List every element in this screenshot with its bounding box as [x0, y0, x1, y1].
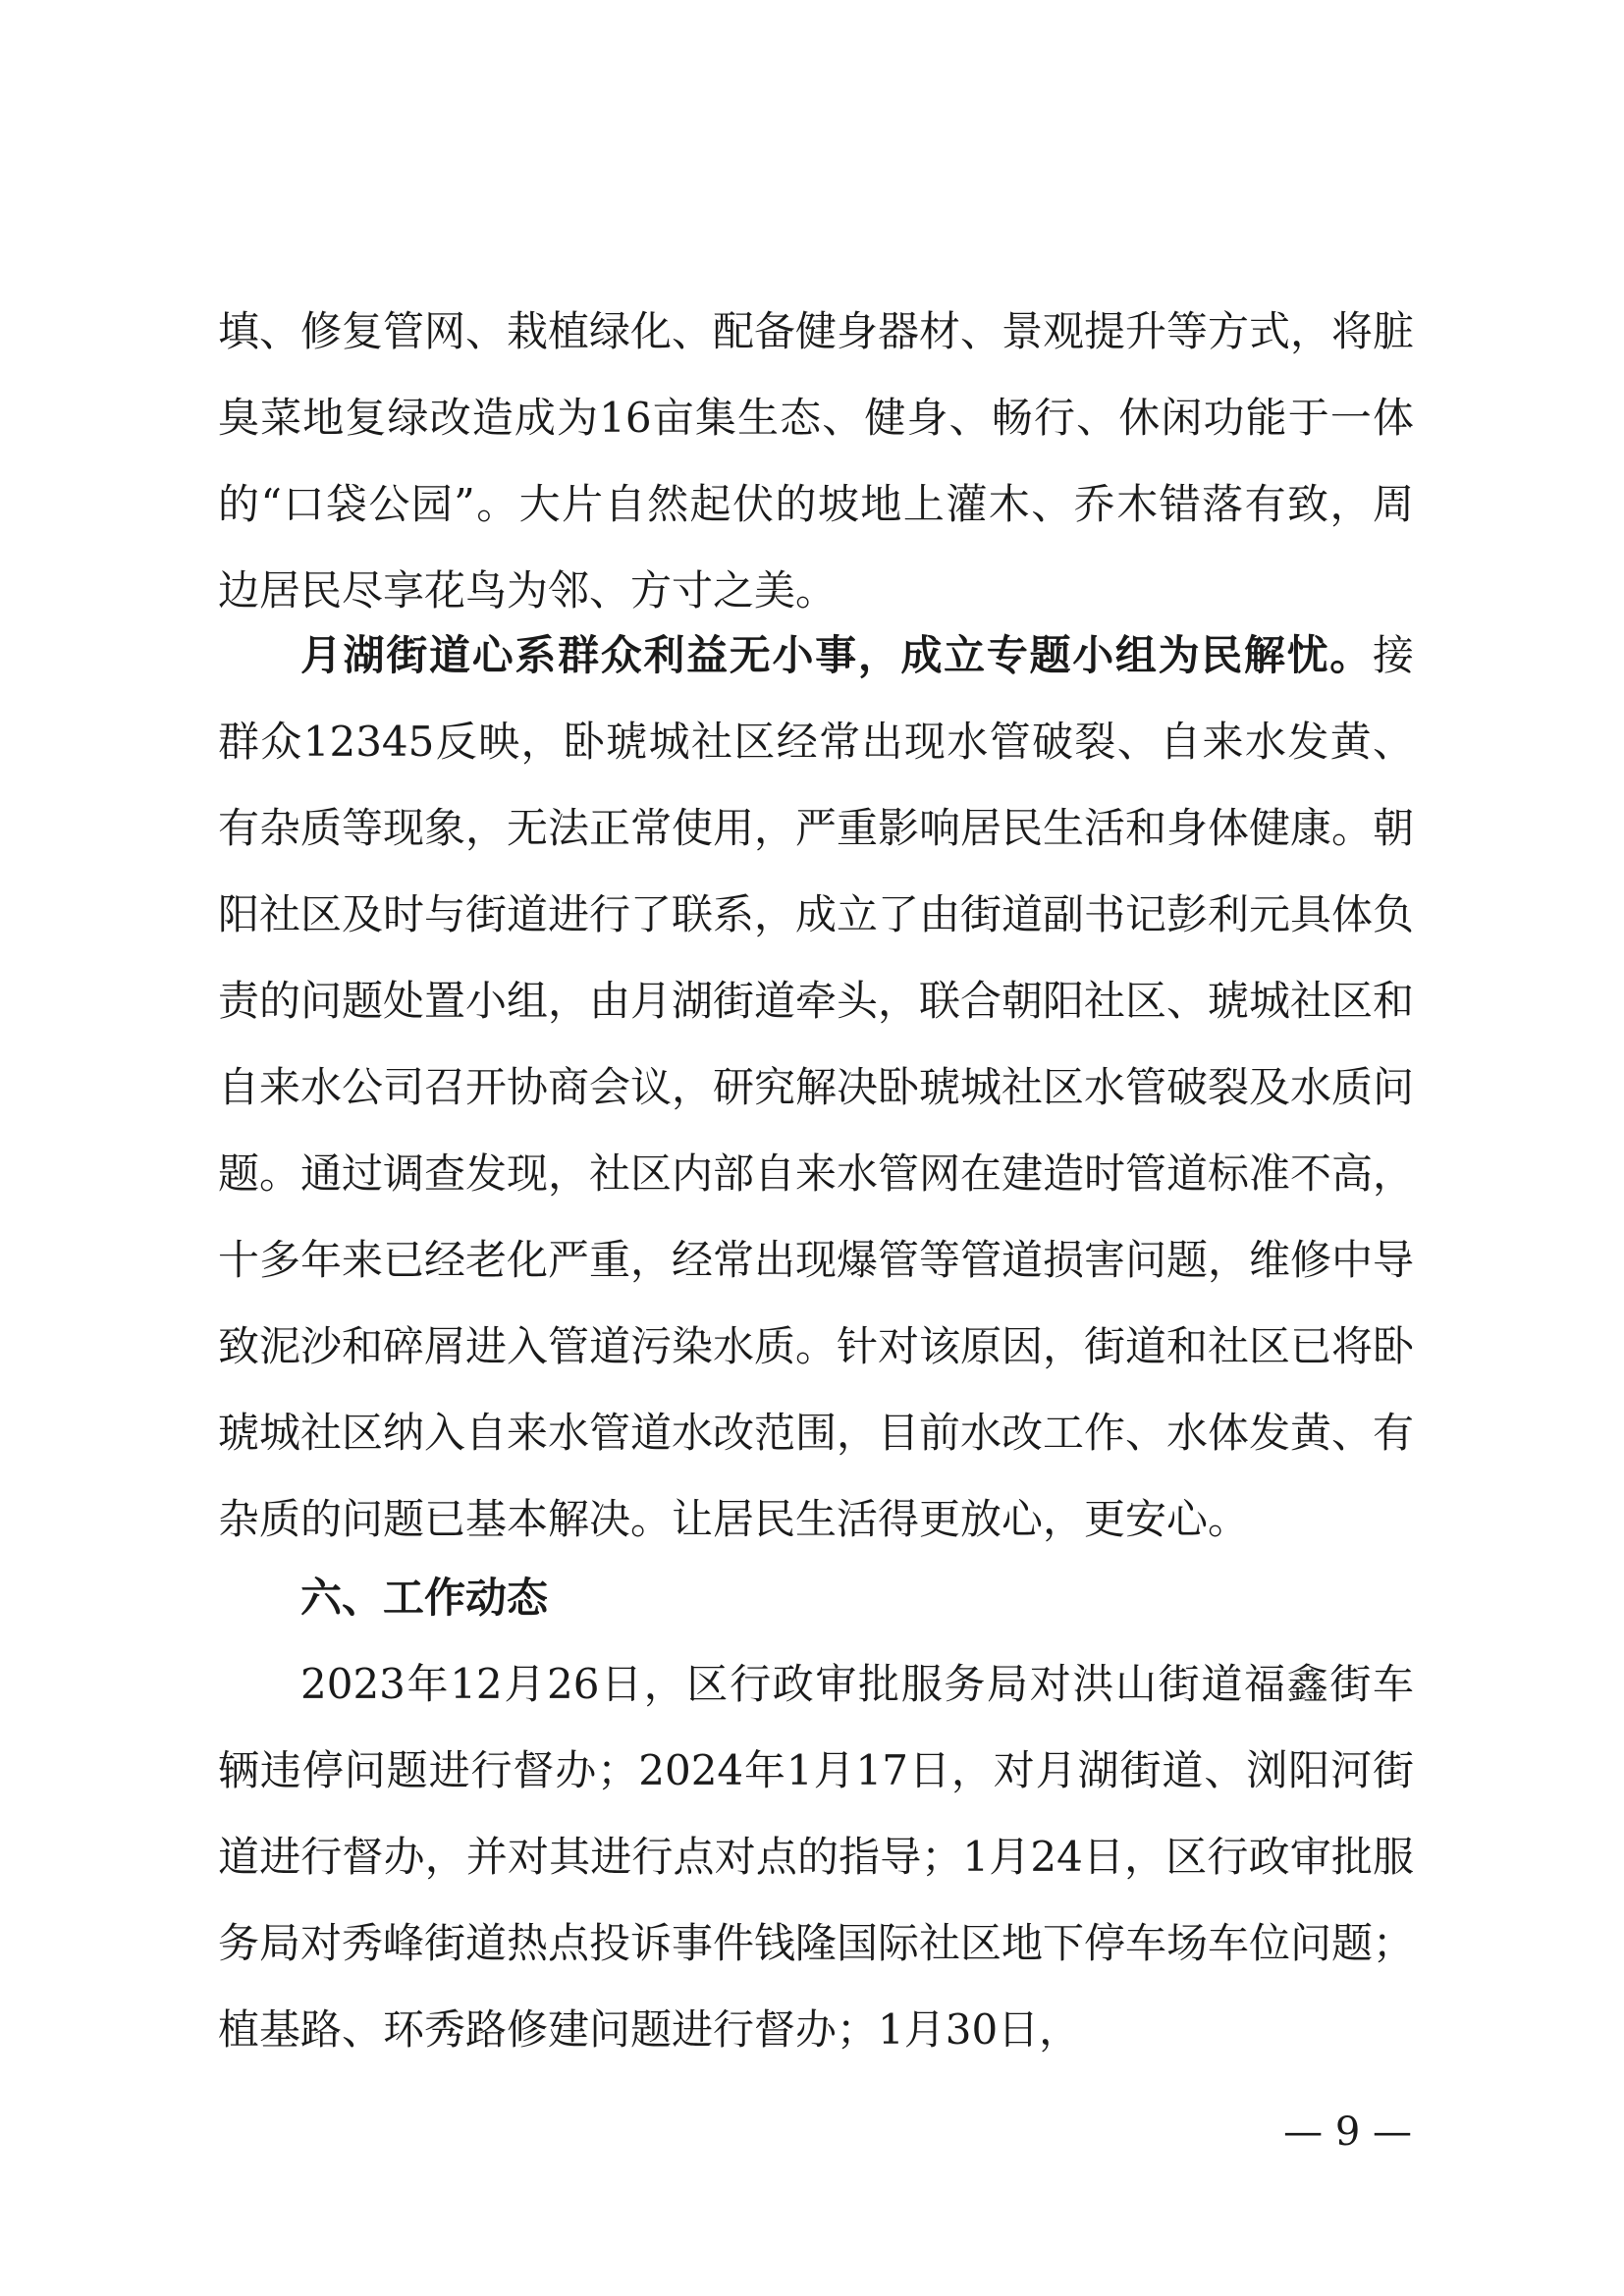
paragraph-1: 填、修复管网、栽植绿化、配备健身器材、景观提升等方式，将脏臭菜地复绿改造成为16亩集生态、健身、畅行、休闲功能于一体的“口袋公园”。大片自然起伏的坡地上灌木、乔木错落有致，周边居民尽享花鸟为邻、方寸之美。: [218, 307, 1415, 614]
section-block: [218, 1555, 1414, 2073]
section-heading: 六、工作动态: [300, 1574, 549, 1622]
paragraph-1-block: [218, 289, 1414, 634]
paragraph-2-block: [218, 613, 1414, 1563]
page-number: — 9 —: [1283, 2109, 1412, 2155]
paragraph-2-lead: 月湖街道心系群众利益无小事，成立专题小组为民解忧。: [300, 631, 1373, 679]
paragraph-3: 2023年12月26日，区行政审批服务局对洪山街道福鑫街车辆违停问题进行督办；2024年1月17日，对月湖街道、浏阳河街道进行督办，并对其进行点对点的指导；1月24日，区行政审批服务局对秀峰街道热点投诉事件钱隆国际社区地下停车场车位问题；植基路、环秀路修建问题进行督办；1月30日，: [218, 1660, 1415, 2054]
paragraph-2-body: 接群众12345反映，卧琥城社区经常出现水管破裂、自来水发黄、有杂质等现象，无法正常使用，严重影响居民生活和身体健康。朝阳社区及时与街道进行了联系，成立了由街道副书记彭利元具体负责的问题处置小组，由月湖街道牵头，联合朝阳社区、琥城社区和自来水公司召开协商会议，研究解决卧琥城社区水管破裂及水质问题。通过调查发现，社区内部自来水管网在建造时管道标准不高，十多年来已经老化严重，经常出现爆管等管道损害问题，维修中导致泥沙和碎屑进入管道污染水质。针对该原因，街道和社区已将卧琥城社区纳入自来水管道水改范围，目前水改工作、水体发黄、有杂质的问题已基本解决。让居民生活得更放心，更安心。: [218, 631, 1415, 1543]
paragraph-2: [218, 613, 1414, 1563]
